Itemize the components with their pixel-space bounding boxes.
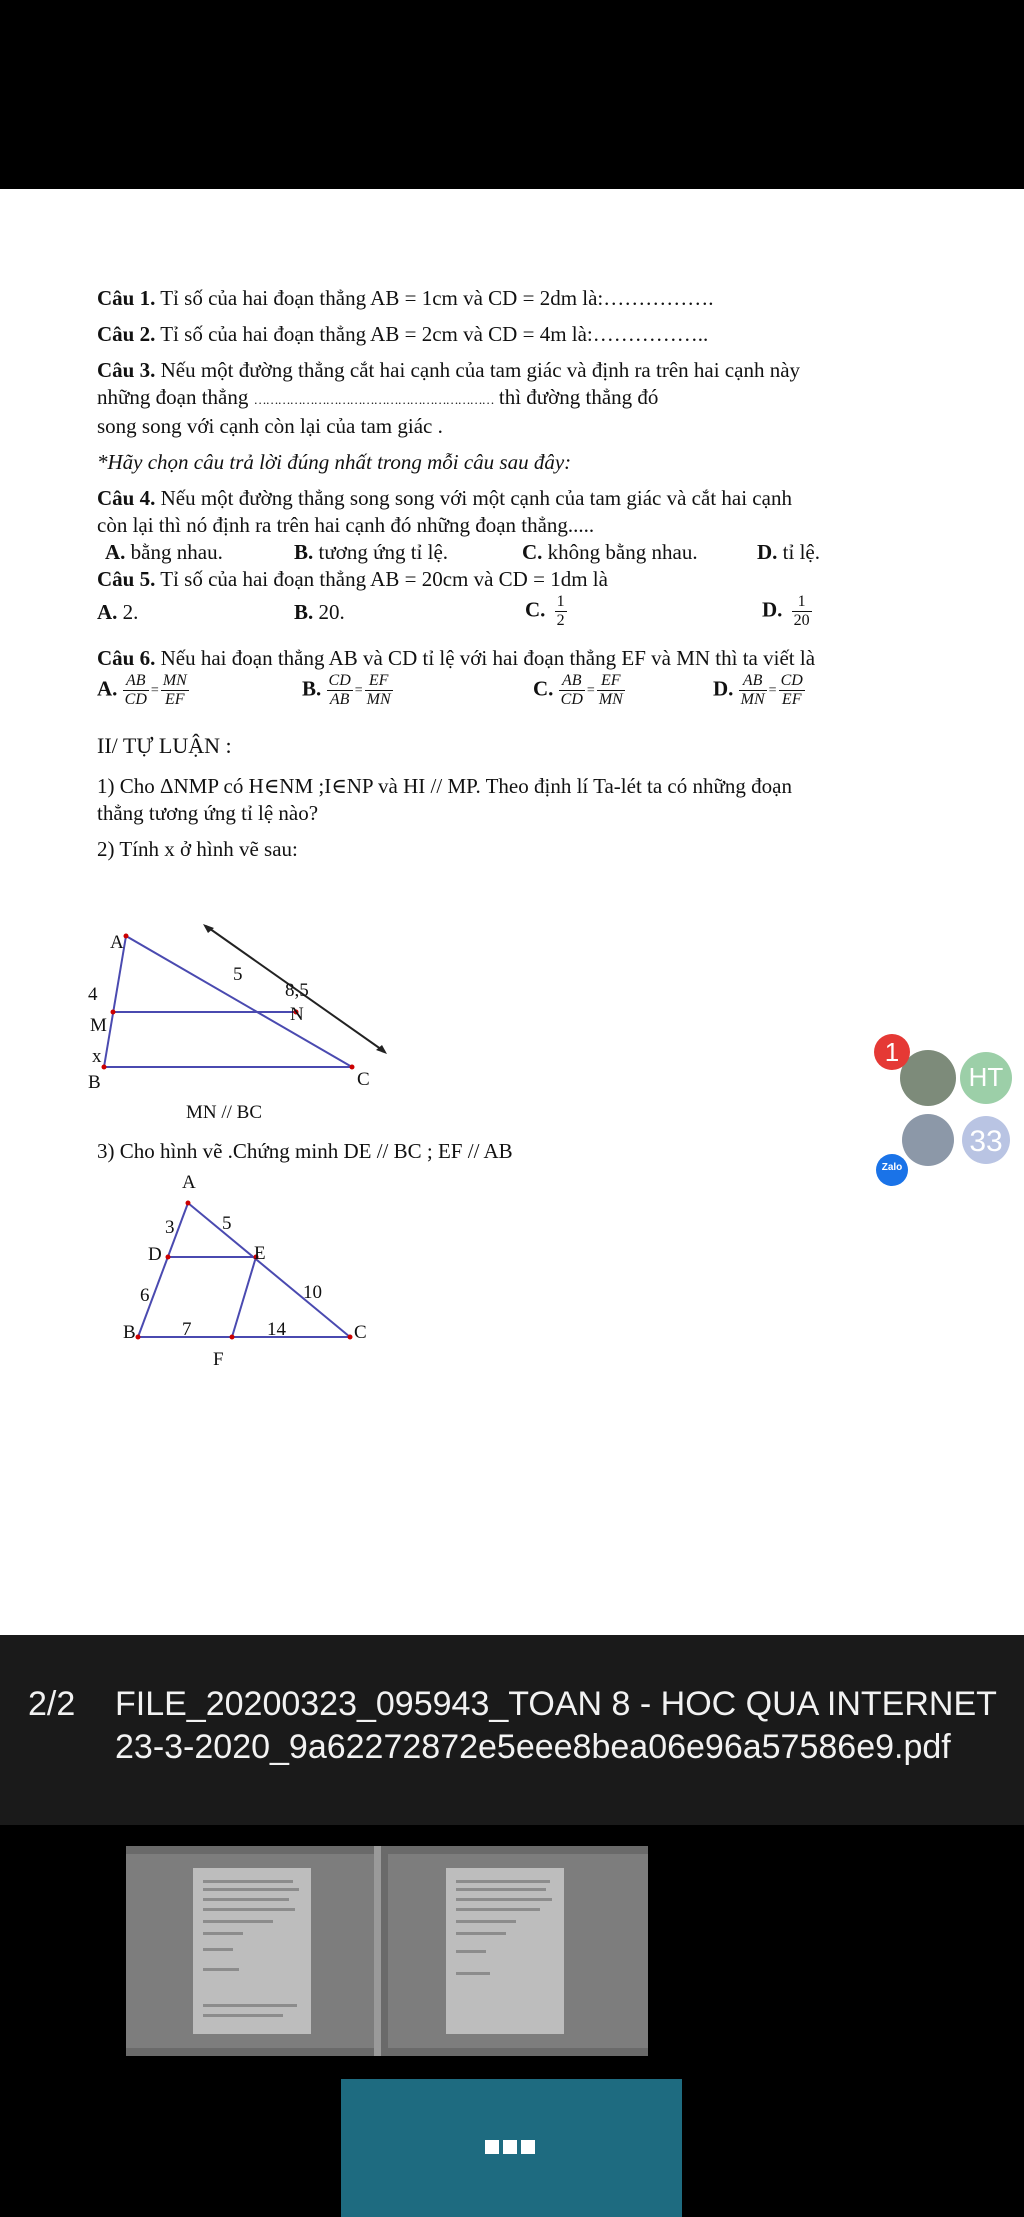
fraction: $\frac{AB}{CD}$ xyxy=(560,672,583,708)
fraction: $\frac{CD}{EF}$ xyxy=(780,672,803,708)
question-2 xyxy=(97,321,937,348)
question-5 xyxy=(97,566,937,639)
option-key: D. xyxy=(762,597,783,622)
question-text: Nếu hai đoạn thẳng AB và CD tỉ lệ với hai đoạn thẳng EF và MN thì ta viết là xyxy=(160,646,816,670)
point-label: M xyxy=(90,1015,107,1036)
point-label: C xyxy=(354,1322,367,1343)
length-label: 8,5 xyxy=(285,980,309,1001)
point-label: F xyxy=(213,1349,224,1370)
fraction: $\frac{CD}{AB}$ xyxy=(328,672,351,708)
option-text: 2. xyxy=(122,600,139,624)
fraction: $\frac{MN}{EF}$ xyxy=(162,672,187,708)
question-6 xyxy=(97,645,937,718)
length-label: 5 xyxy=(222,1213,232,1234)
options-row xyxy=(97,539,937,566)
question-label: Câu 2. xyxy=(97,322,156,346)
figure-2-triangle xyxy=(120,1199,380,1379)
question-text: những đoạn thẳng xyxy=(97,385,249,409)
option-key: C. xyxy=(522,540,543,564)
point-label: B xyxy=(88,1072,101,1093)
question-text: Tỉ số của hai đoạn thẳng AB = 2cm và CD = 4m là:…………….. xyxy=(160,322,709,346)
option-key: B. xyxy=(294,600,314,624)
essay-problem-3: 3) Cho hình vẽ .Chứng minh DE // BC ; EF // AB xyxy=(97,1139,513,1163)
page-thumbnails xyxy=(126,1846,648,2056)
fraction: $\frac{1}{2}$ xyxy=(556,593,565,629)
options-row xyxy=(97,593,937,639)
essay-problem-2: 2) Tính x ở hình vẽ sau: xyxy=(97,837,298,861)
option-text: bằng nhau. xyxy=(130,540,223,564)
pdf-page[interactable] xyxy=(0,189,1024,1635)
option-key: D. xyxy=(757,540,778,564)
option-key: B. xyxy=(294,540,314,564)
option-text: tỉ lệ. xyxy=(782,540,820,564)
question-text: Tỉ số của hai đoạn thẳng AB = 20cm và CD = 1dm là xyxy=(160,567,608,591)
group-count[interactable]: 33 xyxy=(969,1125,1003,1158)
more-dots-icon xyxy=(485,2140,539,2159)
option-text: tương ứng tỉ lệ. xyxy=(318,540,449,564)
point-label: D xyxy=(148,1244,162,1265)
fraction: $\frac{AB}{CD}$ xyxy=(124,672,147,708)
question-4 xyxy=(97,485,937,566)
question-label: Câu 1. xyxy=(97,286,156,310)
thumbnail-divider xyxy=(374,1846,381,2056)
question-label: Câu 6. xyxy=(97,646,156,670)
blank-dots: …………………………………………………… xyxy=(253,392,494,407)
length-label: 5 xyxy=(233,964,243,985)
options-row: A. $\frac{AB}{CD}$ = $\frac{MN}{EF}$ B. $\frac{CD}{AB}$ = $\frac{EF}{MN}$ C. $\frac{AB}{CD}$ = $\frac{EF}{MN}$ D. $\frac{AB}{MN}$ = $\frac{CD}{EF}$ xyxy=(97,672,803,708)
thumbnail-page-1[interactable] xyxy=(126,1854,376,2048)
question-1 xyxy=(97,285,937,312)
notification-badge[interactable]: 1 xyxy=(884,1037,900,1067)
chat-heads[interactable] xyxy=(866,1028,1024,1196)
question-text: song song với cạnh còn lại của tam giác . xyxy=(97,414,443,438)
option-key: D. xyxy=(713,676,734,701)
option-key: C. xyxy=(533,676,554,701)
option-key: B. xyxy=(302,676,322,701)
point-label: E xyxy=(254,1243,266,1264)
length-label: 6 xyxy=(140,1285,150,1306)
essay-problem-1: 1) Cho ΔNMP có H∈NM ;I∈NP và HI // MP. Theo định lí Ta-lét ta có những đoạn xyxy=(97,774,792,798)
essay-problem-1-cont: thẳng tương ứng tỉ lệ nào? xyxy=(97,801,319,825)
zalo-icon[interactable]: Zalo xyxy=(881,1162,903,1173)
page-counter: 2/2 xyxy=(28,1685,76,1723)
point-label: A xyxy=(182,1172,196,1193)
option-text: không bằng nhau. xyxy=(547,540,698,564)
length-label: 4 xyxy=(88,984,98,1005)
fraction: $\frac{AB}{MN}$ xyxy=(740,672,765,708)
length-label: x xyxy=(92,1046,102,1067)
question-label: Câu 4. xyxy=(97,486,156,510)
question-3 xyxy=(97,357,937,440)
question-text: Nếu một đường thẳng song song với một cạnh của tam giác và cắt hai cạnh xyxy=(160,486,792,510)
question-text: Nếu một đường thẳng cắt hai cạnh của tam giác và định ra trên hai cạnh này xyxy=(160,358,801,382)
question-label: Câu 3. xyxy=(97,358,156,382)
point-label: A xyxy=(110,932,124,953)
thumbnail-page-2[interactable] xyxy=(388,1854,648,2048)
point-label: B xyxy=(123,1322,136,1343)
question-text: còn lại thì nó định ra trên hai cạnh đó những đoạn thẳng..... xyxy=(97,513,595,537)
fraction: $\frac{EF}{MN}$ xyxy=(366,672,391,708)
question-label: Câu 5. xyxy=(97,567,156,591)
fraction: $\frac{1}{20}$ xyxy=(793,593,810,629)
fraction: $\frac{EF}{MN}$ xyxy=(598,672,623,708)
length-label: 14 xyxy=(267,1319,286,1340)
option-key: A. xyxy=(105,540,126,564)
question-text: Tỉ số của hai đoạn thẳng AB = 1cm và CD = 2dm là:……………. xyxy=(160,286,714,310)
file-info-bar xyxy=(0,1635,1024,1825)
menu-button[interactable] xyxy=(341,2079,682,2217)
contact-initials[interactable]: HT xyxy=(968,1062,1004,1092)
length-label: 10 xyxy=(303,1282,322,1303)
point-label: N xyxy=(290,1004,304,1025)
length-label: 7 xyxy=(182,1319,192,1340)
option-key: A. xyxy=(97,600,118,624)
figure-caption: MN // BC xyxy=(186,1102,263,1123)
file-name: FILE_20200323_095943_TOAN 8 - HOC QUA INTERNET 23-3-2020_9a62272872e5eee8bea06e96a57586e9.pdf xyxy=(115,1685,997,1766)
document-content xyxy=(97,285,937,863)
length-label: 3 xyxy=(165,1217,175,1238)
option-key: C. xyxy=(525,597,546,622)
essay-heading: II/ TỰ LUẬN : xyxy=(97,733,232,758)
question-text: thì đường thẳng đó xyxy=(498,385,659,409)
option-key: A. xyxy=(97,676,118,701)
instruction-text: *Hãy chọn câu trả lời đúng nhất trong mỗi câu sau đây: xyxy=(97,450,572,474)
option-text: 20. xyxy=(318,600,345,624)
point-label: C xyxy=(357,1069,370,1090)
